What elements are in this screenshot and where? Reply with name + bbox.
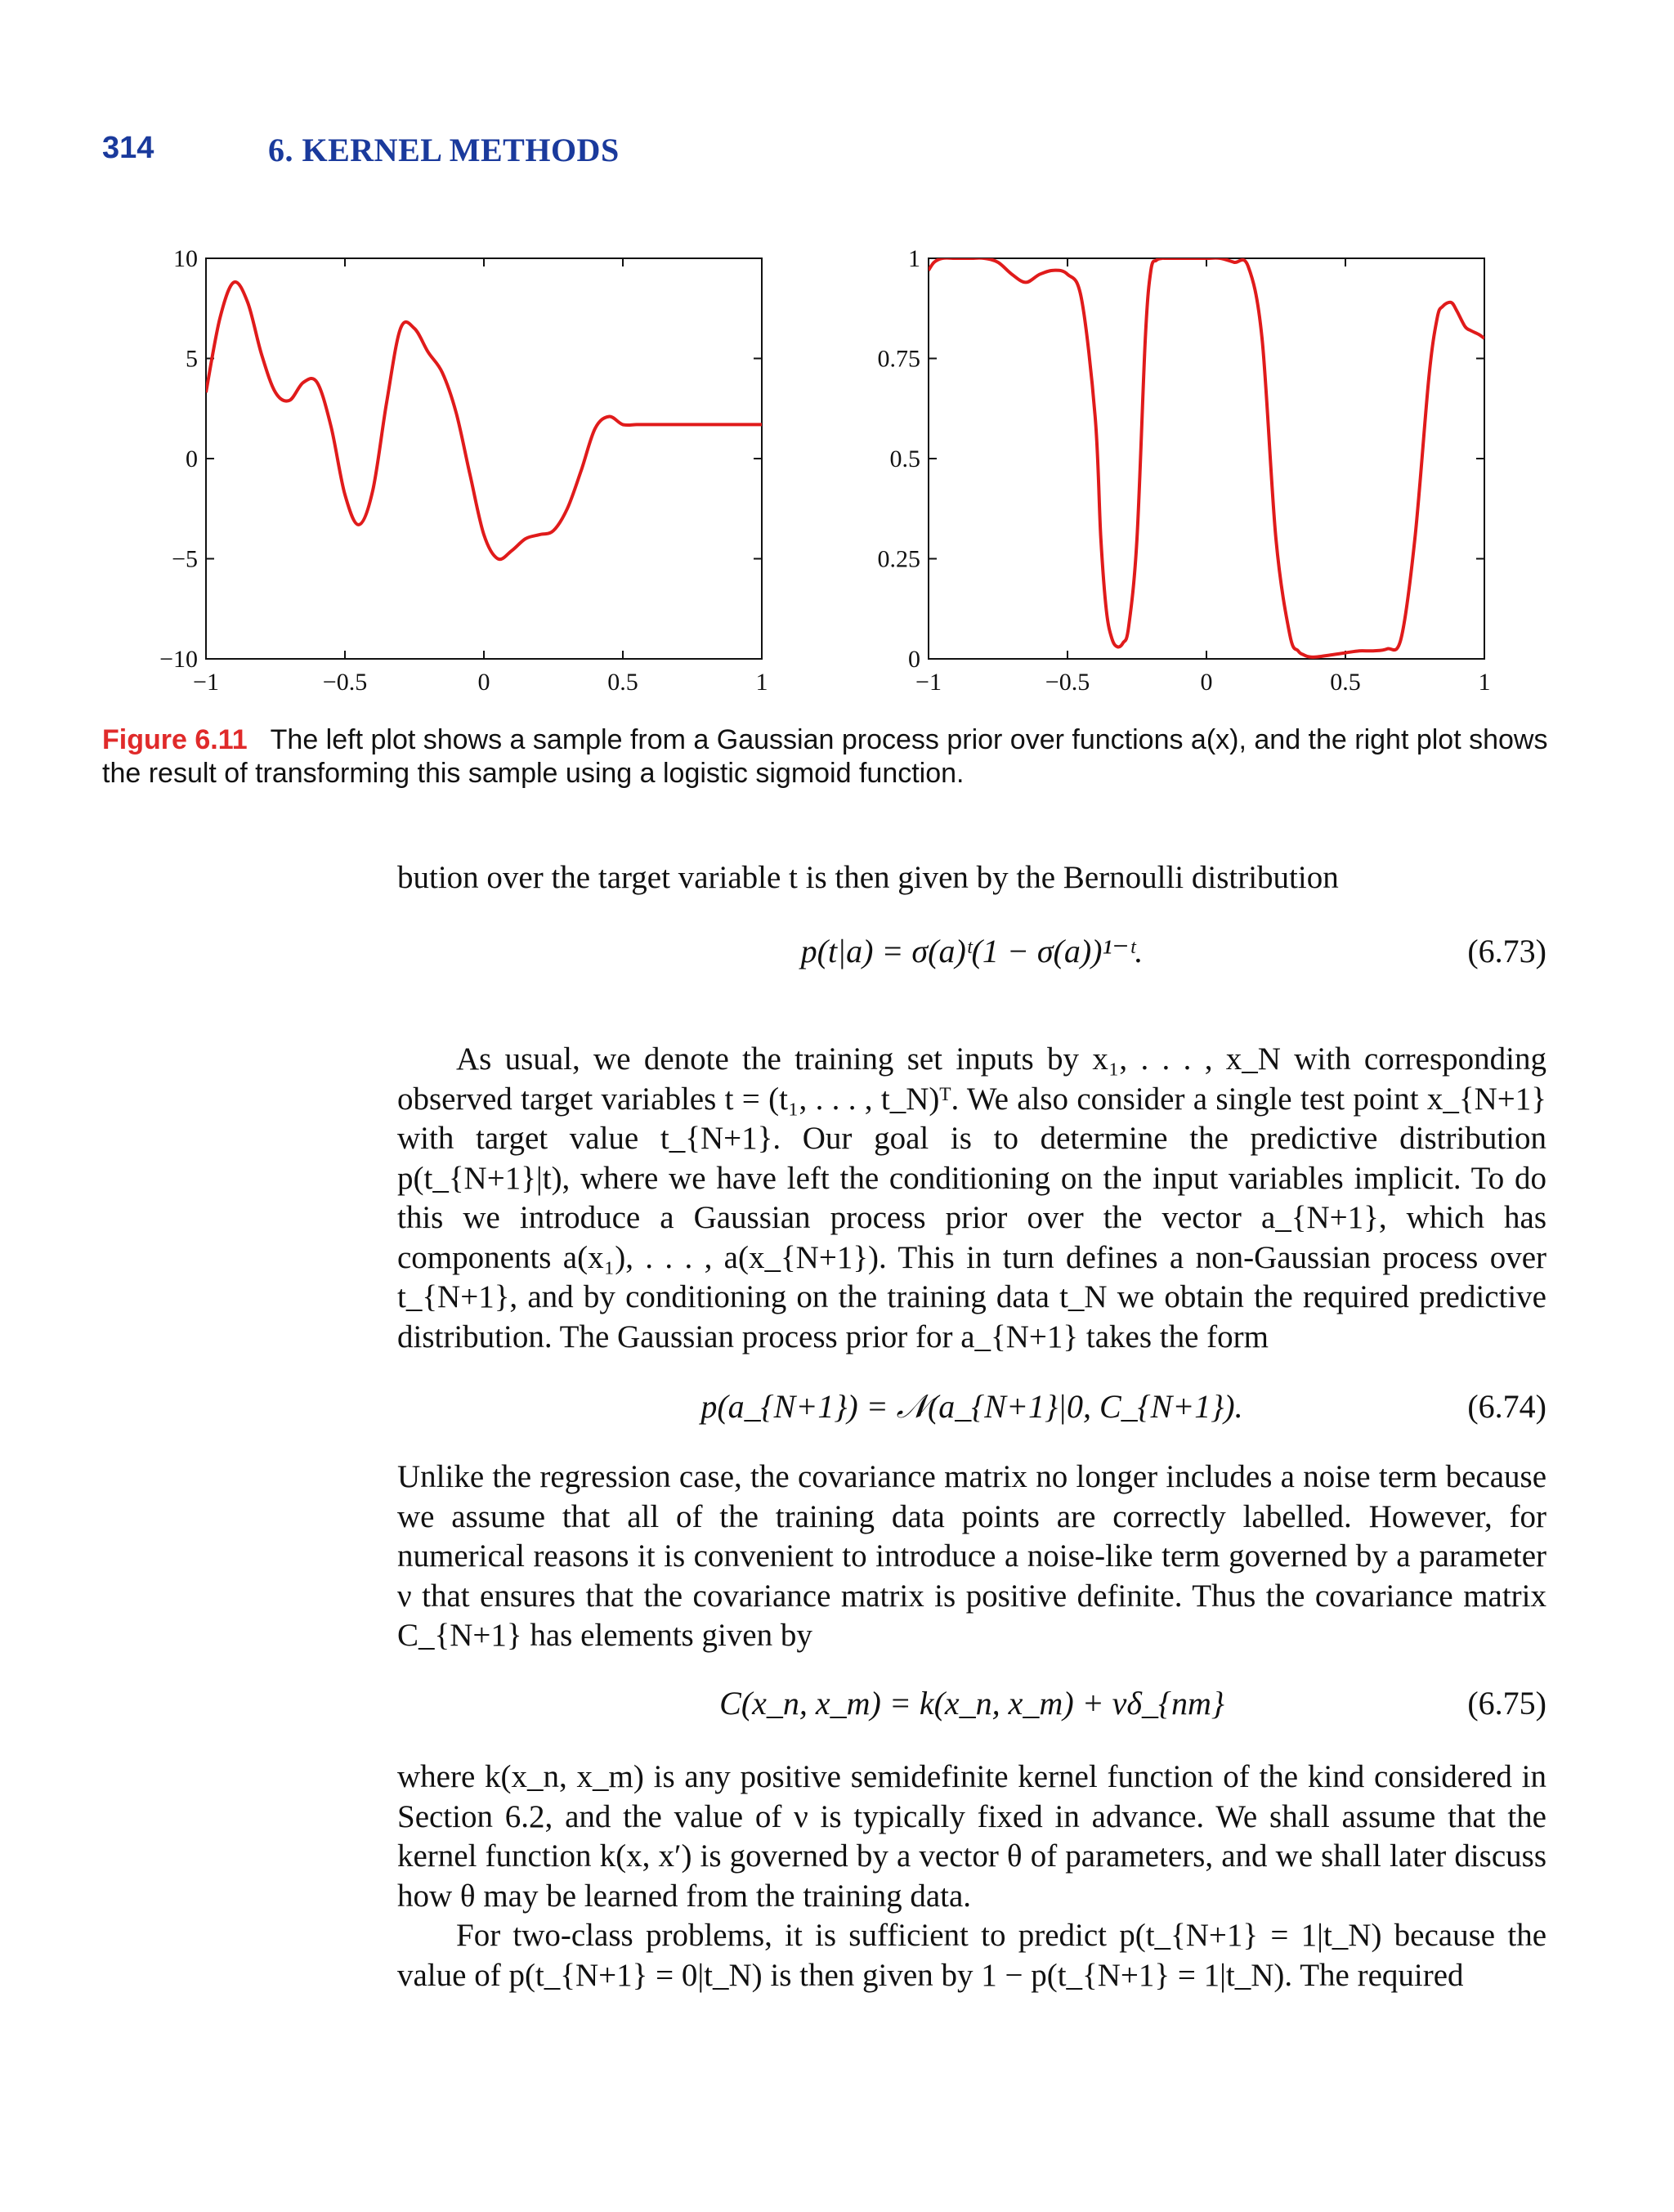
paragraph-2: As usual, we denote the training set inputs by x₁, . . . , x_N with corresponding observed target variables t = (t₁, . . . , t_N)ᵀ. We also consider a single test point x_{N+1} with target value t_{N+1}. Our goal is to determine the predictive distribution p(t_{N+1}|t), where we have left the conditioning on the input variables implicit. To do this we introduce a Gaussian process prior over the vector a_{N+1}, which has components a(x₁), . . . , a(x_{N+1}). This in turn defines a non-Gaussian process over t_{N+1}, and by conditioning on the training data t_N we obtain the required predictive distribution. The Gaussian process prior for a_{N+1} takes the form [397, 1041, 1546, 1355]
plot-frame [206, 258, 762, 659]
x-tick-label: −0.5 [1045, 669, 1090, 696]
equation-6-73-expr: p(t|a) = σ(a)ᵗ(1 − σ(a))¹⁻ᵗ. [800, 933, 1144, 969]
figure-plots [0, 237, 1674, 711]
chapter-title: 6. KERNEL METHODS [268, 132, 620, 168]
y-tick-label: 10 [173, 245, 198, 272]
x-tick-label: 1 [755, 669, 768, 696]
equation-6-74-number: (6.74) [1467, 1388, 1546, 1425]
y-tick-label: 0.75 [877, 345, 920, 373]
figure-caption-text: The left plot shows a sample from a Gaussian process prior over functions a(x), and the right plot shows the result of transforming this sample using a logistic sigmoid function. [102, 724, 1548, 789]
x-tick-label: −1 [193, 669, 219, 696]
plot-frame [929, 258, 1484, 659]
x-tick-label: 0.5 [607, 669, 638, 696]
y-tick-label: 0.5 [889, 446, 920, 472]
equation-6-73-number: (6.73) [1467, 933, 1546, 969]
series-line [929, 258, 1484, 657]
equation-6-74-expr: p(a_{N+1}) = 𝒩(a_{N+1}|0, C_{N+1}). [700, 1388, 1243, 1425]
y-tick-label: 5 [186, 345, 198, 373]
paragraph-1: bution over the target variable t is then given by the Bernoulli distribution [397, 860, 1339, 895]
x-tick-label: 0 [477, 669, 490, 696]
x-tick-label: 0.5 [1330, 669, 1361, 696]
plot-right [878, 245, 1491, 696]
paragraph-3: Unlike the regression case, the covariance matrix no longer includes a noise term because we assume that all of the training data points are correctly labelled. However, for numerical reasons it is convenient to introduce a noise-like term governed by a parameter ν that ensures that the covariance matrix is positive definite. Thus the covariance matrix C_{N+1} has elements given by [397, 1459, 1546, 1653]
equation-6-75-number: (6.75) [1467, 1685, 1546, 1722]
x-tick-label: 1 [1478, 669, 1491, 696]
series-line [206, 282, 762, 559]
page-number: 314 [102, 131, 154, 165]
paragraph-4: where k(x_n, x_m) is any positive semidefinite kernel function of the kind considered in Section 6.2, and the value of ν is typically fixed in advance. We shall assume that the kernel function k(x, x′) is governed by a vector θ of parameters, and we shall later discuss how θ may be learned from the training data. [397, 1759, 1546, 1914]
equation-6-73 [397, 932, 1546, 978]
y-tick-label: 0.25 [877, 545, 920, 573]
plot-left [159, 245, 768, 696]
figure-label: Figure 6.11 [102, 724, 248, 755]
paragraph-5: For two-class problems, it is sufficient to predict p(t_{N+1} = 1|t_N) because the value of p(t_{N+1} = 0|t_N) is then given by 1 − p(t_{N+1} = 1|t_N). The required [397, 1918, 1546, 1993]
y-tick-label: −5 [172, 545, 198, 573]
x-tick-label: 0 [1200, 669, 1213, 696]
x-tick-label: −1 [915, 669, 942, 696]
y-tick-label: 0 [186, 446, 198, 472]
x-tick-label: −0.5 [322, 669, 368, 696]
y-tick-label: −10 [159, 646, 198, 673]
figure-caption [102, 723, 1549, 790]
equation-6-75-expr: C(x_n, x_m) = k(x_n, x_m) + νδ_{nm} [719, 1685, 1224, 1722]
equation-6-75 [397, 1684, 1546, 1730]
y-tick-label: 1 [908, 245, 920, 272]
y-tick-label: 0 [908, 646, 920, 673]
equation-6-74 [397, 1387, 1546, 1433]
